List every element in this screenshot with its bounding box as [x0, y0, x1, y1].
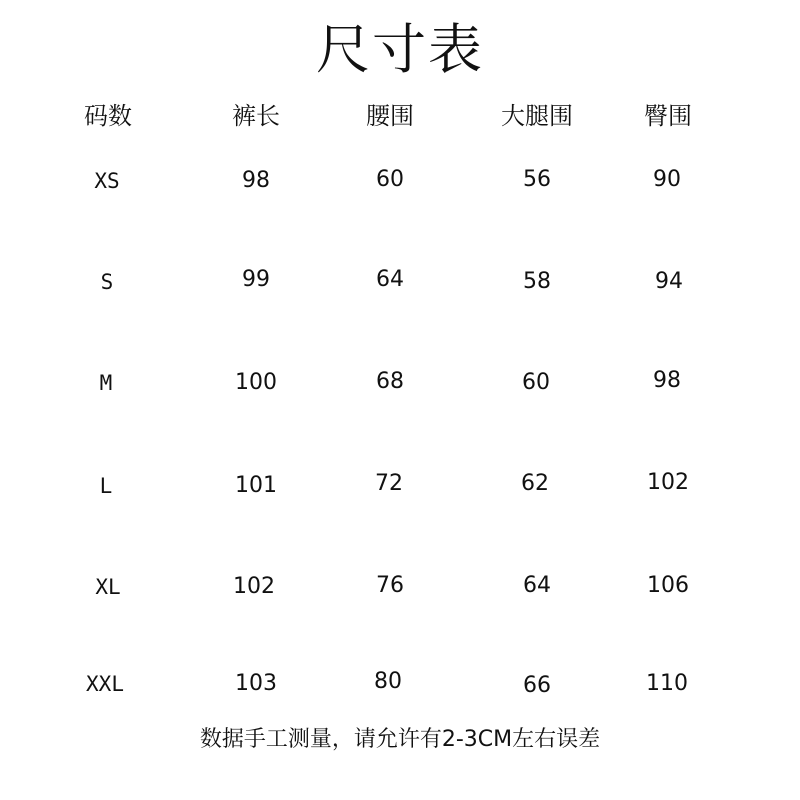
cell-pants-length: 99 [242, 267, 270, 292]
cell-size: XXL [86, 672, 124, 696]
cell-pants-length: 102 [233, 574, 275, 599]
cell-hip: 90 [653, 167, 681, 192]
cell-waist: 72 [375, 471, 403, 496]
cell-pants-length: 103 [235, 671, 277, 696]
cell-thigh: 58 [523, 269, 551, 294]
header-size: 码数 [84, 102, 132, 130]
header-waist: 腰围 [366, 102, 414, 130]
cell-thigh: 66 [523, 673, 551, 698]
cell-hip: 94 [655, 269, 683, 294]
cell-size: L [99, 474, 113, 498]
cell-waist: 60 [376, 167, 404, 192]
cell-hip: 110 [646, 671, 688, 696]
cell-waist: 64 [376, 267, 404, 292]
cell-hip: 102 [647, 470, 689, 495]
cell-size: XL [95, 575, 121, 599]
cell-thigh: 64 [523, 573, 551, 598]
cell-thigh: 56 [523, 167, 551, 192]
cell-thigh: 62 [521, 471, 549, 496]
cell-hip: 106 [647, 573, 689, 598]
measurement-note: 数据手工测量，请允许有2-3CM左右误差 [199, 727, 601, 752]
cell-pants-length: 98 [242, 168, 270, 193]
header-thigh: 大腿围 [501, 102, 573, 130]
cell-waist: 76 [376, 573, 404, 598]
cell-size: S [100, 270, 114, 294]
cell-hip: 98 [653, 368, 681, 393]
cell-thigh: 60 [522, 370, 550, 395]
cell-waist: 80 [374, 669, 402, 694]
cell-size: M [99, 371, 113, 395]
cell-pants-length: 101 [235, 473, 277, 498]
cell-size: XS [94, 169, 120, 193]
page-title: 尺寸表 [316, 18, 484, 81]
cell-waist: 68 [376, 369, 404, 394]
header-pants-length: 裤长 [232, 102, 280, 130]
header-hip: 臀围 [644, 102, 692, 130]
cell-pants-length: 100 [235, 370, 277, 395]
